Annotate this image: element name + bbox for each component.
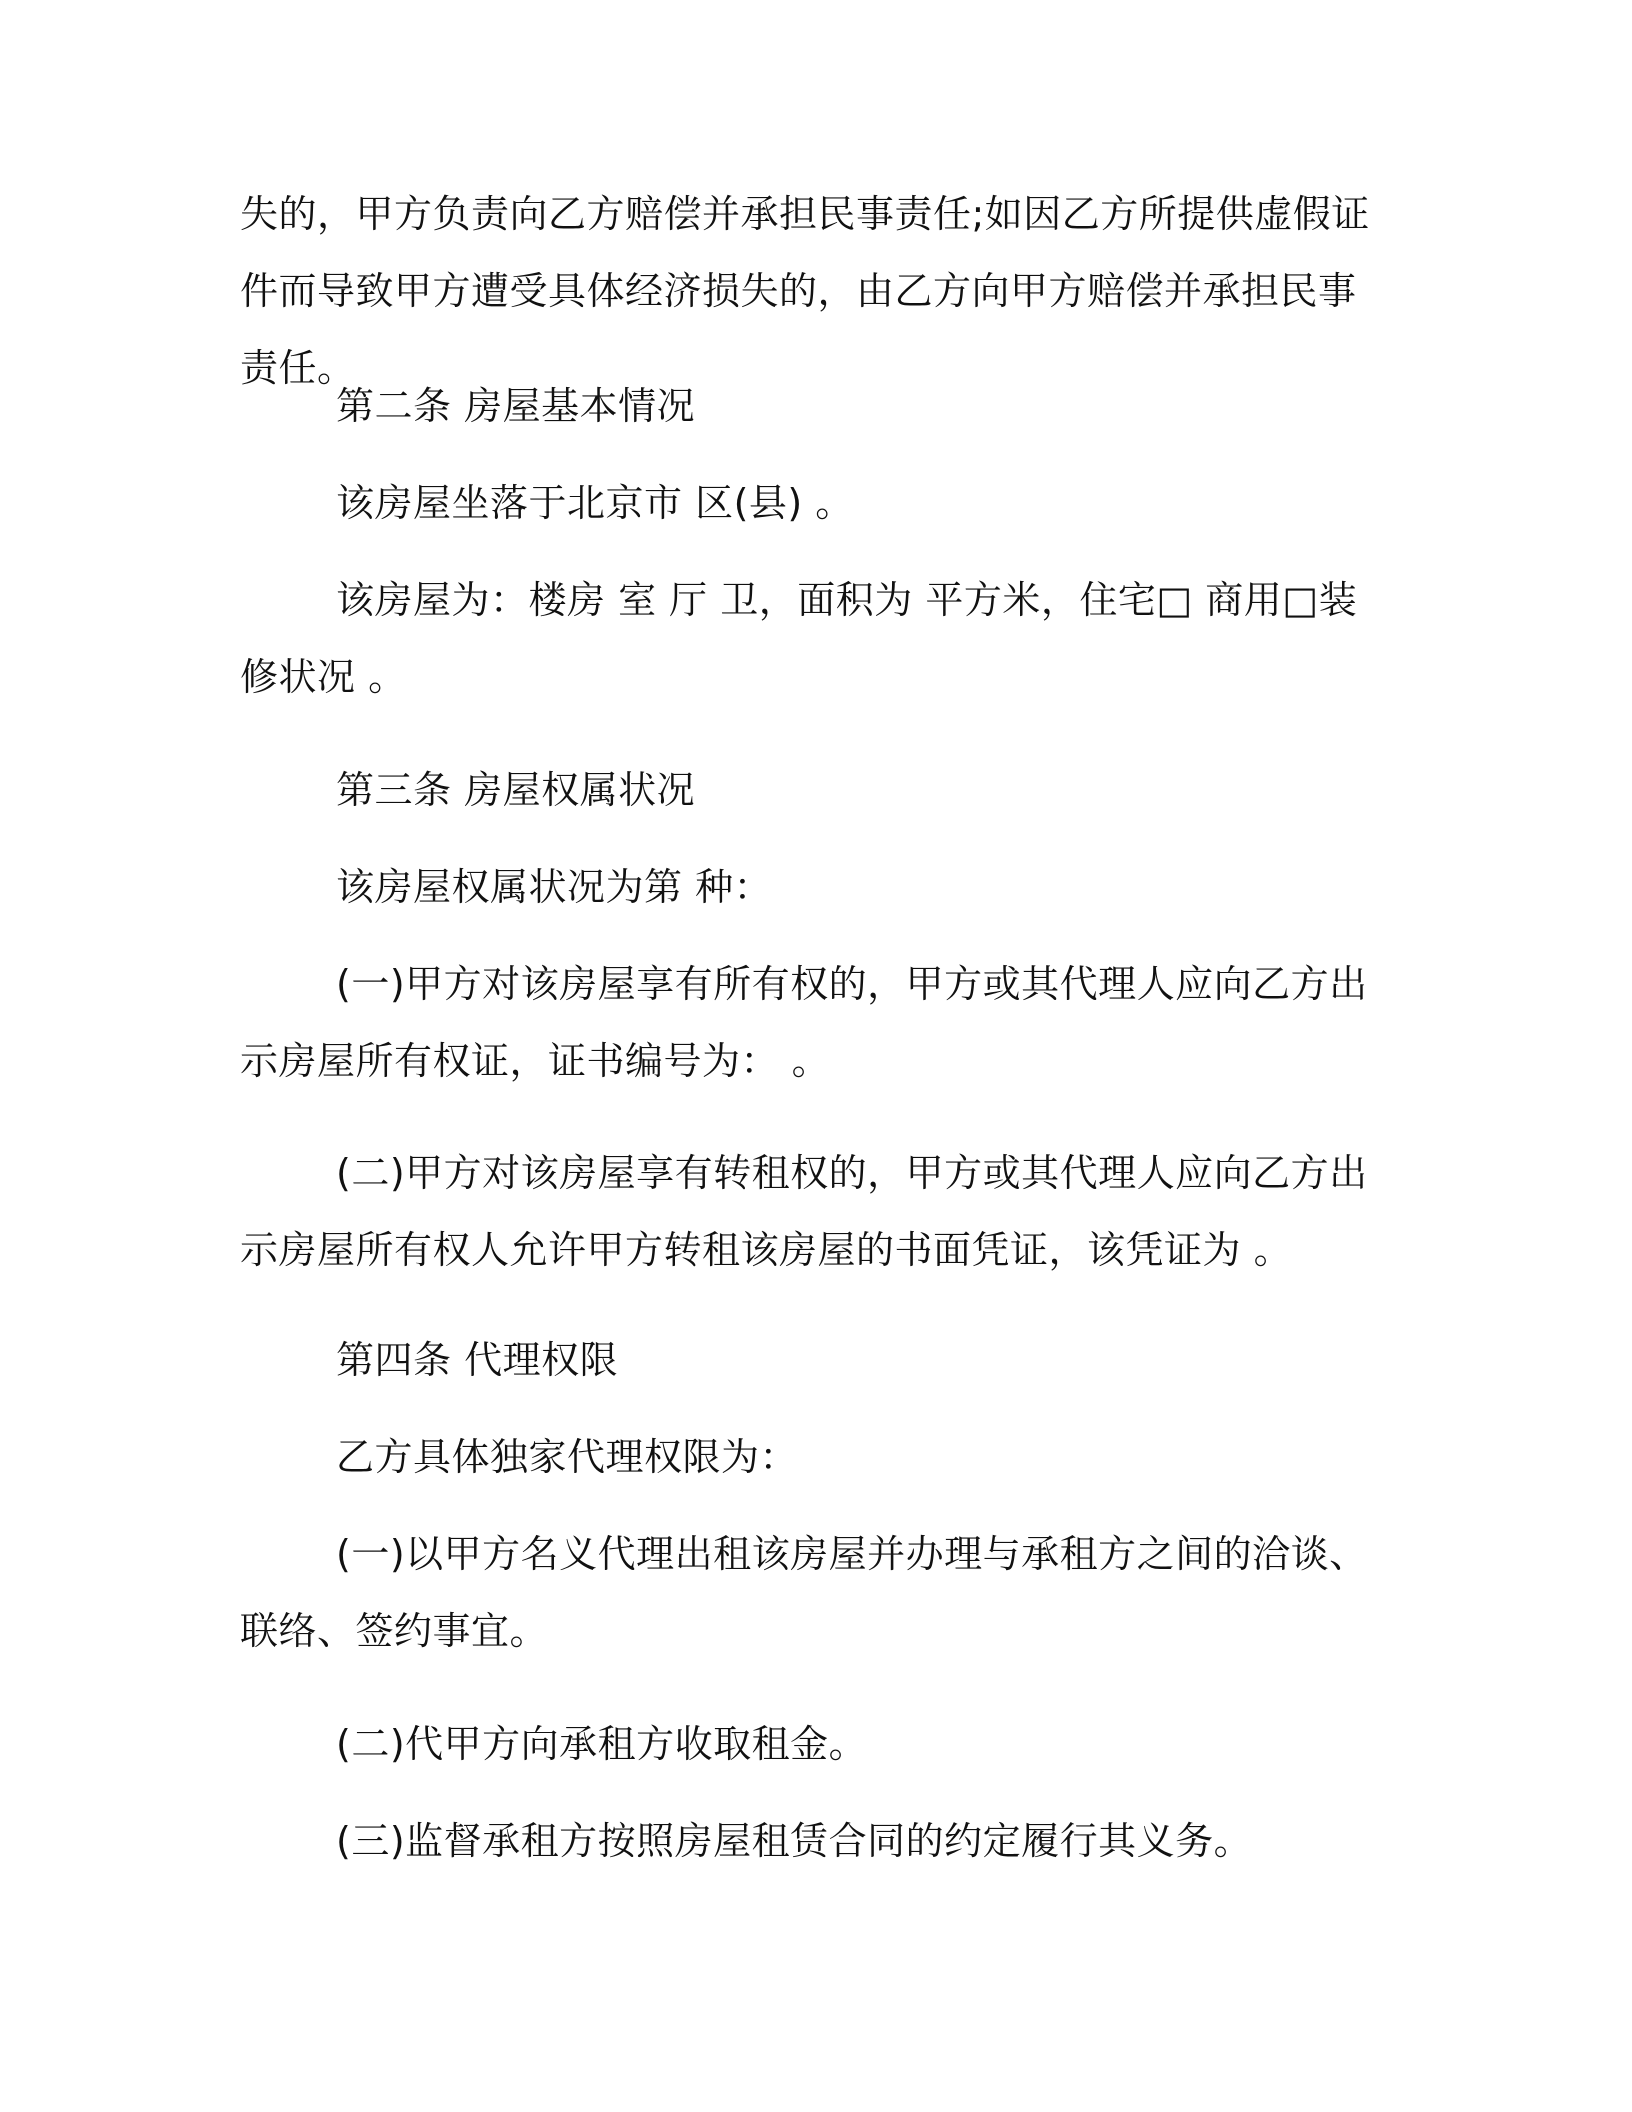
- ownership-status: 该房屋权属状况为第 种：: [336, 865, 773, 909]
- article-2-heading: 第二条 房屋基本情况: [336, 384, 696, 428]
- agency-scope-intro: 乙方具体独家代理权限为：: [336, 1435, 799, 1479]
- article-3-heading: 第三条 房屋权属状况: [336, 768, 696, 812]
- property-location: 该房屋坐落于北京市 区(县) 。: [336, 481, 854, 525]
- article-4-heading: 第四条 代理权限: [336, 1338, 619, 1382]
- agency-item-2: (二)代甲方向承租方收取租金。: [336, 1722, 868, 1766]
- agency-item-3: (三)监督承租方按照房屋租赁合同的约定履行其义务。: [336, 1819, 1253, 1863]
- paragraph-continuation: 失的，甲方负责向乙方赔偿并承担民事责任;如因乙方所提供虚假证件而导致甲方遭受具体经济损失的，由乙方向甲方赔偿并承担民事责任。: [240, 192, 1370, 390]
- agency-item-1: (一)以甲方名义代理出租该房屋并办理与承租方之间的洽谈、联络、签约事宜。: [240, 1532, 1368, 1653]
- ownership-item-1: (一)甲方对该房屋享有所有权的，甲方或其代理人应向乙方出示房屋所有权证，证书编号为： 。: [240, 962, 1368, 1083]
- ownership-item-2: (二)甲方对该房屋享有转租权的，甲方或其代理人应向乙方出示房屋所有权人允许甲方转租该房屋的书面凭证，该凭证为 。: [240, 1151, 1368, 1272]
- property-description: 该房屋为：楼房 室 厅 卫，面积为 平方米，住宅□ 商用□装修状况 。: [240, 578, 1358, 699]
